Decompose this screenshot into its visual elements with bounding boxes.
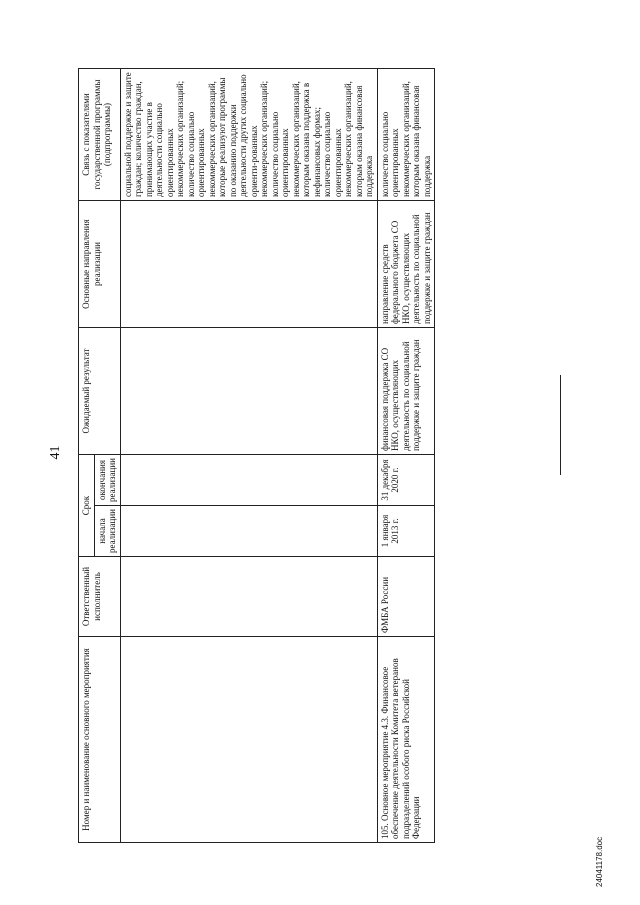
cell-link: социальной поддержке и защите граждан; количество граждан, принимающих участие в деятельности социально ориентированных некоммерческих организаций; количество социально ориентированных некоммерческих организаций, которые реализуют программы по оказанию поддержки деятельности других социально ориенти-рованных некоммерческих организаций; количество социально ориентированных некоммерческих организаций, которым оказана поддержка в нефинансовых формах; количество социально ориентированных некоммерческих организаций, которым оказана финансовая поддержка — [120, 69, 377, 201]
cell-link: количество социально ориентированных некоммерческих организаций, которым оказана финансовая поддержка — [377, 69, 435, 201]
cell-name — [120, 637, 377, 843]
cell-end: 31 декабря 2020 г. — [377, 455, 435, 506]
cell-end — [120, 455, 377, 506]
col-header-executor: Ответственный исполнитель — [79, 557, 121, 637]
cell-name: 105. Основное мероприятие 4.3. Финансовое обеспечение деятельности Комитета ветеранов подразделений особого риска Российской Федерации — [377, 637, 435, 843]
cell-directions — [120, 201, 377, 328]
cell-result: финансовая поддержка СО НКО, осуществляющих деятельность по социальной поддержке и защите граждан — [377, 328, 435, 455]
col-header-term-start: начала реализации — [94, 506, 120, 557]
cell-result — [120, 328, 377, 455]
col-header-term: Срок — [79, 455, 95, 557]
cell-executor: ФМБА России — [377, 557, 435, 637]
cell-executor — [120, 557, 377, 637]
table-row — [120, 69, 377, 843]
cell-start — [120, 506, 377, 557]
col-header-term-end: окончания реализации — [94, 455, 120, 506]
cell-directions: направление средств федерального бюджета СО НКО, осуществляющих деятельность по социальной поддержке и защите граждан — [377, 201, 435, 328]
table-row — [377, 69, 435, 843]
footer-divider — [560, 375, 561, 475]
cell-start: 1 января 2013 г. — [377, 506, 435, 557]
measures-table — [78, 68, 435, 843]
col-header-directions: Основные направления реализации — [79, 201, 121, 328]
col-header-name: Номер и наименование основного мероприятия — [79, 637, 121, 843]
document-filename: 24041178.doc — [595, 836, 604, 887]
col-header-link: Связь с показателями государственной программы (подпрограммы) — [79, 69, 121, 201]
header-row-1 — [79, 69, 95, 843]
page-number: 41 — [48, 445, 63, 460]
col-header-result: Ожидаемый результат — [79, 328, 121, 455]
